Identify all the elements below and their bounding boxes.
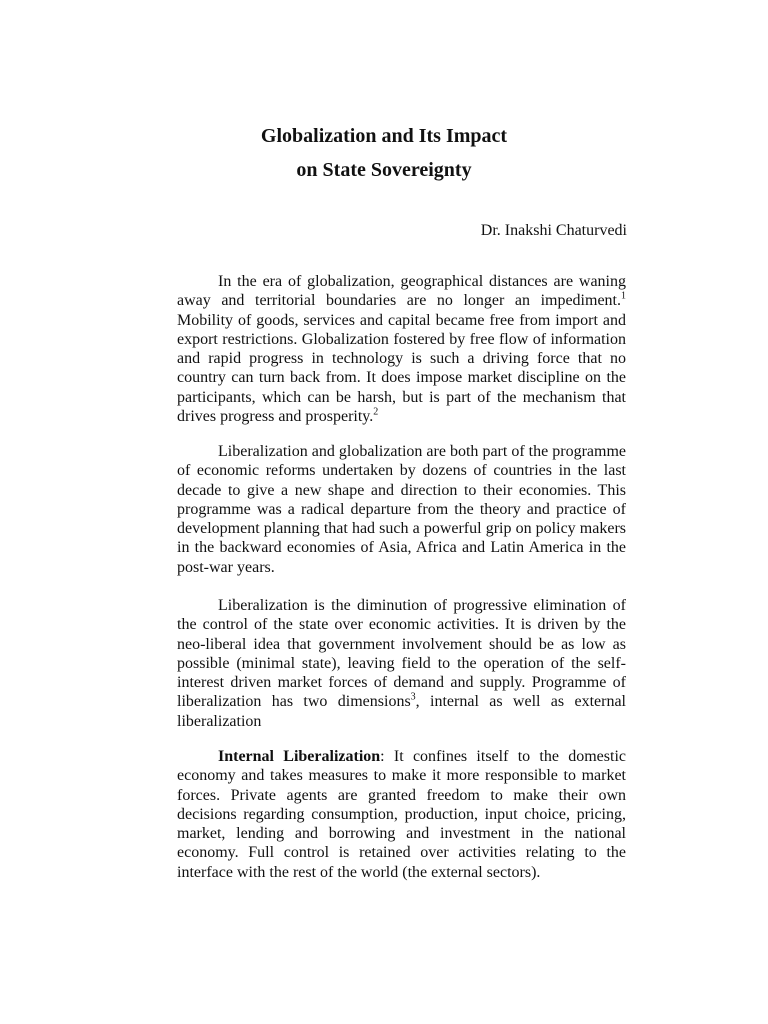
footnote-ref-2[interactable]: 2: [373, 406, 379, 418]
paragraph-1: [177, 272, 626, 426]
title-line-2: on State Sovereignty: [296, 159, 472, 181]
footnote-ref-3[interactable]: 3: [410, 692, 416, 704]
paragraph-2: Liberalization and globalization are both part of the programme of economic reforms undertaken by dozens of countries in the last decade to give a new shape and direction to their economies. This programme was a radical departure from the theory and practice of development planning that had such a powerful grip on policy makers in the backward economies of Asia, Africa and Latin America in the post-war years.: [177, 443, 626, 576]
author-name: Dr. Inakshi Chaturvedi: [480, 222, 627, 239]
paragraph-3: [177, 596, 626, 731]
paragraph-1-text-b: Mobility of goods, services and capital became free from import and export restrictions. Globalization fostered by free flow of information and rapid progress in technology is such a driving force that no country can turn back from. It does impose market discipline on the participants, which can be harsh, but is part of the mechanism that drives progress and prosperity.: [177, 311, 626, 426]
paragraph-3-text-b: , internal as well as external liberalization: [177, 693, 627, 730]
paragraph-1-text-a: In the era of globalization, geographical distances are waning away and territorial boundaries are no longer an impediment.: [177, 273, 626, 310]
footnote-ref-1[interactable]: 1: [621, 290, 626, 302]
section-heading-internal-liberalization: Internal Liberalization: [218, 748, 381, 765]
paragraph-3-text-a: Liberalization is the diminution of progressive elimination of the control of the state over economic activities. It is driven by the neo-liberal idea that government involvement should be as low as possible (minimal state), leaving field to the operation of the self-interest driven market forces of demand and supply. Programme of liberalization has two dimensions: [177, 597, 626, 711]
paragraph-4: [177, 747, 626, 882]
paragraph-4-text: : It confines itself to the domestic economy and takes measures to make it more responsible to market forces. Private agents are granted freedom to make their own decisions regarding consumption, production, input choice, pricing, market, lending and borrowing and investment in the national economy. Full control is retained over activities relating to the interface with the rest of the world (the external sectors).: [177, 748, 627, 881]
title-line-1: Globalization and Its Impact: [260, 125, 508, 147]
